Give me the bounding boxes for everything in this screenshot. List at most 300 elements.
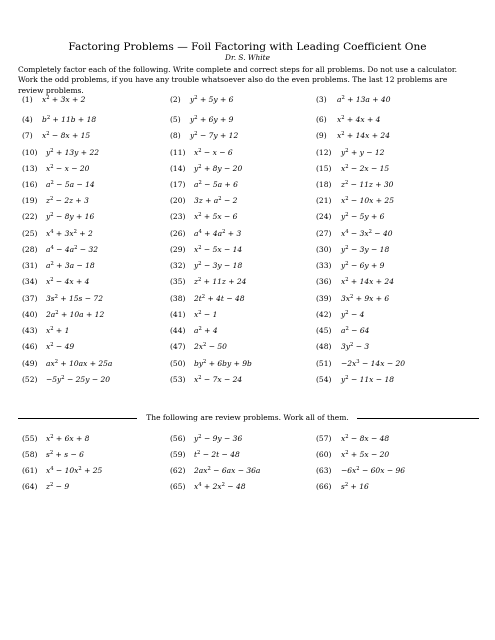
- problem-expression: [194, 294, 245, 303]
- problem-item: [22, 448, 84, 460]
- exponent: 2: [194, 115, 198, 121]
- expression-text: − 4a: [53, 245, 75, 254]
- problem-item: [22, 178, 95, 190]
- problem-expression: [337, 115, 380, 124]
- expression-text: − 3x: [348, 229, 369, 238]
- problem-expression: [194, 196, 237, 205]
- instructions-line: Completely factor each of the following. Write complete and correct steps for all problems. Do not use a calculator.: [18, 65, 457, 74]
- expression-text: + 3a − 18: [53, 261, 95, 270]
- problem-item: [22, 194, 89, 206]
- problem-expression: [194, 164, 242, 173]
- expression-text: + 5x − 20: [348, 450, 390, 459]
- problem-item: [22, 292, 103, 304]
- expression-text: − 2: [221, 196, 238, 205]
- expression-text: z: [46, 482, 50, 491]
- exponent: 2: [356, 466, 360, 472]
- problem-item: [170, 480, 246, 492]
- problem-item: [316, 194, 394, 206]
- expression-text: + 25: [81, 466, 103, 475]
- problem-number: (8): [170, 131, 181, 140]
- problem-number: (58): [22, 450, 38, 459]
- expression-text: − 6ax − 36a: [210, 466, 261, 475]
- problem-number: (59): [170, 450, 186, 459]
- expression-text: − 32: [77, 245, 99, 254]
- problem-expression: [194, 342, 227, 351]
- problem-expression: [46, 375, 110, 384]
- exponent: 2: [221, 482, 225, 488]
- exponent: 2: [345, 277, 349, 283]
- problem-expression: [42, 95, 85, 104]
- problem-item: [22, 162, 89, 174]
- problem-expression: [341, 434, 389, 443]
- problem-item: [316, 210, 384, 222]
- problem-item: [22, 275, 89, 287]
- expression-text: a: [194, 180, 199, 189]
- expression-text: + 14x + 24: [344, 131, 390, 140]
- expression-text: s: [46, 450, 50, 459]
- problem-item: [316, 243, 389, 255]
- expression-text: −2x: [341, 359, 357, 368]
- problem-expression: [341, 277, 394, 286]
- problem-expression: [341, 148, 384, 157]
- expression-text: a: [46, 245, 51, 254]
- expression-text: −6x: [341, 466, 357, 475]
- expression-text: + y − 12: [348, 148, 385, 157]
- problem-item: [22, 93, 85, 105]
- exponent: 2: [201, 294, 206, 300]
- problem-number: (60): [316, 450, 332, 459]
- problem-item: [316, 93, 390, 105]
- exponent: 2: [341, 115, 345, 121]
- expression-text: − 5a + 6: [201, 180, 238, 189]
- problem-number: (47): [170, 342, 186, 351]
- problem-expression: [341, 375, 394, 384]
- problem-number: (19): [22, 196, 38, 205]
- problem-number: (44): [170, 326, 186, 335]
- exponent: 2: [198, 164, 202, 170]
- expression-text: a: [337, 95, 342, 104]
- problem-number: (50): [170, 359, 186, 368]
- problem-item: [170, 146, 233, 158]
- exponent: 2: [50, 212, 54, 218]
- problem-number: (62): [170, 466, 186, 475]
- exponent: 2: [345, 148, 349, 154]
- expression-text: − 10x: [53, 466, 79, 475]
- problem-number: (24): [316, 212, 332, 221]
- problem-item: [316, 448, 389, 460]
- problem-number: (16): [22, 180, 38, 189]
- expression-text: s: [341, 482, 345, 491]
- expression-text: − 48: [224, 482, 246, 491]
- expression-text: − 4x + 4: [53, 277, 90, 286]
- exponent: 2: [344, 180, 349, 186]
- problem-item: [316, 275, 394, 287]
- problem-number: (63): [316, 466, 332, 475]
- problem-item: [316, 227, 393, 239]
- expression-text: − 8y + 16: [53, 212, 95, 221]
- expression-text: + 3: [225, 229, 242, 238]
- problem-number: (27): [316, 229, 332, 238]
- expression-text: −5y: [46, 375, 62, 384]
- exponent: 2: [345, 326, 349, 332]
- expression-text: y: [341, 310, 346, 319]
- problem-item: [316, 178, 393, 190]
- problem-item: [170, 373, 242, 385]
- problem-expression: [190, 115, 233, 124]
- exponent: 2: [345, 450, 349, 456]
- expression-text: + 2x: [201, 482, 222, 491]
- expression-text: y: [194, 164, 199, 173]
- problem-expression: [194, 261, 242, 270]
- exponent: 2: [341, 95, 345, 101]
- exponent: 2: [74, 245, 78, 251]
- exponent: 4: [198, 482, 202, 488]
- problem-expression: [194, 310, 217, 319]
- expression-text: a: [194, 229, 199, 238]
- expression-text: − 64: [348, 326, 370, 335]
- exponent: 3: [356, 359, 360, 365]
- expression-text: x: [46, 342, 51, 351]
- expression-text: − 3y − 18: [201, 261, 243, 270]
- problem-expression: [46, 245, 98, 254]
- problem-expression: [194, 212, 237, 221]
- problem-expression: [341, 261, 384, 270]
- expression-text: + 6by + 9b: [206, 359, 252, 368]
- expression-text: x: [46, 164, 51, 173]
- expression-text: y: [341, 375, 346, 384]
- expression-text: + 16: [348, 482, 369, 491]
- problem-number: (40): [22, 310, 38, 319]
- problem-number: (30): [316, 245, 332, 254]
- problem-expression: [46, 148, 99, 157]
- expression-text: x: [46, 326, 51, 335]
- exponent: 2: [350, 342, 354, 348]
- problem-expression: [341, 310, 364, 319]
- expression-text: + 10a + 12: [58, 310, 105, 319]
- expression-text: − 9y − 36: [201, 434, 243, 443]
- exponent: 2: [61, 375, 65, 381]
- problem-expression: [341, 482, 369, 491]
- expression-text: x: [341, 277, 346, 286]
- problem-item: [170, 324, 218, 336]
- problem-expression: [42, 115, 96, 124]
- problem-item: [22, 308, 104, 320]
- expression-text: − 60x − 96: [359, 466, 406, 475]
- exponent: 2: [345, 375, 349, 381]
- expression-text: + 4: [201, 326, 218, 335]
- expression-text: + 11b + 18: [50, 115, 97, 124]
- problem-item: [316, 373, 394, 385]
- expression-text: x: [194, 310, 199, 319]
- expression-text: 2x: [194, 342, 204, 351]
- problem-item: [170, 129, 238, 141]
- exponent: 2: [50, 261, 54, 267]
- exponent: 2: [344, 482, 349, 488]
- problem-item: [170, 162, 242, 174]
- expression-text: − 40: [371, 229, 393, 238]
- problem-number: (52): [22, 375, 38, 384]
- problem-expression: [46, 482, 69, 491]
- problem-number: (32): [170, 261, 186, 270]
- expression-text: + 4x + 4: [344, 115, 381, 124]
- problem-item: [316, 129, 390, 141]
- problem-item: [22, 340, 74, 352]
- exponent: 2: [198, 261, 202, 267]
- exponent: 2: [49, 450, 54, 456]
- problem-number: (17): [170, 180, 186, 189]
- expression-text: − x − 6: [201, 148, 233, 157]
- exponent: 2: [345, 164, 349, 170]
- exponent: 2: [54, 294, 58, 300]
- expression-text: + 9x + 6: [353, 294, 390, 303]
- expression-text: − 2z + 3: [53, 196, 89, 205]
- expression-text: − 8x − 48: [348, 434, 390, 443]
- problem-item: [22, 373, 110, 385]
- expression-text: x: [337, 131, 342, 140]
- exponent: 2: [197, 277, 202, 283]
- problem-expression: [46, 310, 104, 319]
- problem-number: (29): [170, 245, 186, 254]
- expression-text: 2t: [194, 294, 202, 303]
- problem-number: (5): [170, 115, 181, 124]
- problem-item: [316, 357, 405, 369]
- expression-text: + 3x + 2: [49, 95, 86, 104]
- problem-item: [170, 448, 240, 460]
- problem-item: [316, 113, 380, 125]
- problem-item: [316, 324, 369, 336]
- problem-expression: [341, 164, 389, 173]
- problem-item: [316, 432, 389, 444]
- problem-item: [22, 210, 94, 222]
- problem-number: (65): [170, 482, 186, 491]
- problem-expression: [46, 229, 93, 238]
- expression-text: − 7x − 24: [201, 375, 243, 384]
- expression-text: + 5y + 6: [197, 95, 234, 104]
- problem-item: [316, 340, 369, 352]
- expression-text: x: [46, 434, 51, 443]
- problem-number: (54): [316, 375, 332, 384]
- problem-item: [316, 146, 384, 158]
- exponent: 4: [345, 229, 349, 235]
- expression-text: a: [46, 180, 51, 189]
- problem-expression: [337, 95, 390, 104]
- expression-text: − 8x + 15: [49, 131, 91, 140]
- problem-number: (45): [316, 326, 332, 335]
- expression-text: x: [341, 434, 346, 443]
- exponent: 2: [198, 212, 202, 218]
- exponent: 2: [345, 261, 349, 267]
- expression-text: − 1: [201, 310, 218, 319]
- expression-text: + 13a + 40: [344, 95, 391, 104]
- problem-number: (23): [170, 212, 186, 221]
- exponent: 2: [73, 229, 77, 235]
- expression-text: t: [194, 450, 198, 459]
- problem-item: [170, 210, 237, 222]
- expression-text: x: [194, 375, 199, 384]
- expression-text: 3x: [341, 294, 351, 303]
- expression-text: − 49: [53, 342, 75, 351]
- expression-text: a: [46, 261, 51, 270]
- problem-expression: [341, 466, 405, 475]
- exponent: 2: [46, 115, 51, 121]
- expression-text: + 6y + 9: [197, 115, 234, 124]
- problem-number: (12): [316, 148, 332, 157]
- expression-text: x: [46, 466, 51, 475]
- problem-number: (7): [22, 131, 33, 140]
- problem-expression: [341, 342, 369, 351]
- problem-number: (25): [22, 229, 38, 238]
- exponent: 2: [198, 245, 202, 251]
- expression-text: z: [46, 196, 50, 205]
- problem-number: (48): [316, 342, 332, 351]
- expression-text: − 5a − 14: [53, 180, 95, 189]
- problem-item: [316, 308, 364, 320]
- exponent: 2: [203, 342, 207, 348]
- expression-text: y: [190, 115, 195, 124]
- problem-expression: [194, 277, 246, 286]
- expression-text: + 13y + 22: [53, 148, 99, 157]
- expression-text: x: [194, 482, 199, 491]
- expression-text: a: [341, 326, 346, 335]
- expression-text: + s − 6: [53, 450, 84, 459]
- problem-item: [22, 464, 102, 476]
- instructions-line: Work the odd problems, if you have any trouble whatsoever also do the even problems. The last 12 problems are: [18, 75, 448, 85]
- exponent: 2: [50, 180, 54, 186]
- problem-expression: [341, 359, 405, 368]
- expression-text: y: [341, 245, 346, 254]
- exponent: 2: [78, 466, 82, 472]
- exponent: 2: [198, 326, 202, 332]
- expression-text: + 2: [76, 229, 93, 238]
- problem-expression: [194, 359, 252, 368]
- problem-number: (49): [22, 359, 38, 368]
- problem-number: (55): [22, 434, 38, 443]
- exponent: 2: [197, 450, 201, 456]
- problem-expression: [341, 326, 369, 335]
- problem-expression: [46, 342, 74, 351]
- problem-number: (2): [170, 95, 181, 104]
- expression-text: + 10ax + 25a: [58, 359, 113, 368]
- problem-number: (61): [22, 466, 38, 475]
- expression-text: x: [194, 148, 199, 157]
- expression-text: y: [190, 95, 195, 104]
- exponent: 2: [55, 310, 59, 316]
- exponent: 2: [50, 434, 54, 440]
- expression-text: − 10x + 25: [348, 196, 394, 205]
- expression-text: − 50: [206, 342, 227, 351]
- problem-expression: [194, 375, 242, 384]
- expression-text: x: [46, 277, 51, 286]
- problem-number: (66): [316, 482, 332, 491]
- expression-text: − 2t − 48: [200, 450, 240, 459]
- exponent: 2: [350, 294, 354, 300]
- problem-number: (46): [22, 342, 38, 351]
- expression-text: x: [341, 164, 346, 173]
- problem-item: [316, 162, 389, 174]
- problem-item: [316, 259, 384, 271]
- expression-text: y: [190, 131, 195, 140]
- expression-text: y: [46, 148, 51, 157]
- problem-number: (11): [170, 148, 186, 157]
- problem-expression: [341, 196, 394, 205]
- problem-item: [316, 480, 369, 492]
- exponent: 4: [50, 229, 54, 235]
- exponent: 2: [218, 196, 222, 202]
- problem-number: (41): [170, 310, 186, 319]
- problem-expression: [46, 164, 89, 173]
- expression-text: + 3x: [53, 229, 74, 238]
- expression-text: − 11x − 18: [348, 375, 394, 384]
- expression-text: x: [341, 229, 346, 238]
- problem-expression: [194, 245, 242, 254]
- problem-number: (34): [22, 277, 38, 286]
- expression-text: − 14x − 20: [359, 359, 406, 368]
- problem-number: (64): [22, 482, 38, 491]
- exponent: 2: [345, 245, 349, 251]
- review-heading: The following are review problems. Work all of them.: [146, 413, 349, 422]
- problem-number: (57): [316, 434, 332, 443]
- problem-item: [22, 113, 96, 125]
- expression-text: + 11z + 24: [201, 277, 247, 286]
- expression-text: y: [341, 148, 346, 157]
- problem-number: (14): [170, 164, 186, 173]
- problem-number: (26): [170, 229, 186, 238]
- problem-number: (37): [22, 294, 38, 303]
- expression-text: + 15s − 72: [57, 294, 103, 303]
- exponent: 2: [198, 434, 202, 440]
- problem-number: (1): [22, 95, 33, 104]
- problem-item: [316, 292, 389, 304]
- expression-text: 3z + a: [194, 196, 219, 205]
- exponent: 2: [198, 148, 202, 154]
- problem-number: (9): [316, 131, 327, 140]
- problem-expression: [341, 212, 384, 221]
- problem-number: (20): [170, 196, 186, 205]
- exponent: 4: [198, 229, 202, 235]
- problem-item: [170, 113, 233, 125]
- problem-expression: [194, 148, 233, 157]
- problem-number: (13): [22, 164, 38, 173]
- problem-item: [22, 243, 98, 255]
- problem-expression: [194, 229, 241, 238]
- exponent: 2: [198, 180, 202, 186]
- problem-item: [170, 243, 242, 255]
- problem-expression: [46, 277, 89, 286]
- problem-item: [22, 146, 99, 158]
- expression-text: y: [194, 434, 199, 443]
- problem-number: (33): [316, 261, 332, 270]
- exponent: 2: [49, 196, 54, 202]
- expression-text: + 14x + 24: [348, 277, 394, 286]
- problem-item: [170, 194, 237, 206]
- exponent: 2: [49, 482, 54, 488]
- problem-item: [22, 480, 69, 492]
- problem-expression: [46, 359, 112, 368]
- problem-number: (35): [170, 277, 186, 286]
- problem-number: (28): [22, 245, 38, 254]
- expression-text: y: [194, 261, 199, 270]
- exponent: 2: [345, 310, 349, 316]
- problem-number: (43): [22, 326, 38, 335]
- problem-expression: [337, 131, 390, 140]
- expression-text: y: [341, 261, 346, 270]
- exponent: 2: [368, 229, 372, 235]
- exponent: 2: [50, 342, 54, 348]
- problem-number: (4): [22, 115, 33, 124]
- problem-expression: [190, 131, 238, 140]
- problem-expression: [190, 95, 233, 104]
- expression-text: y: [341, 212, 346, 221]
